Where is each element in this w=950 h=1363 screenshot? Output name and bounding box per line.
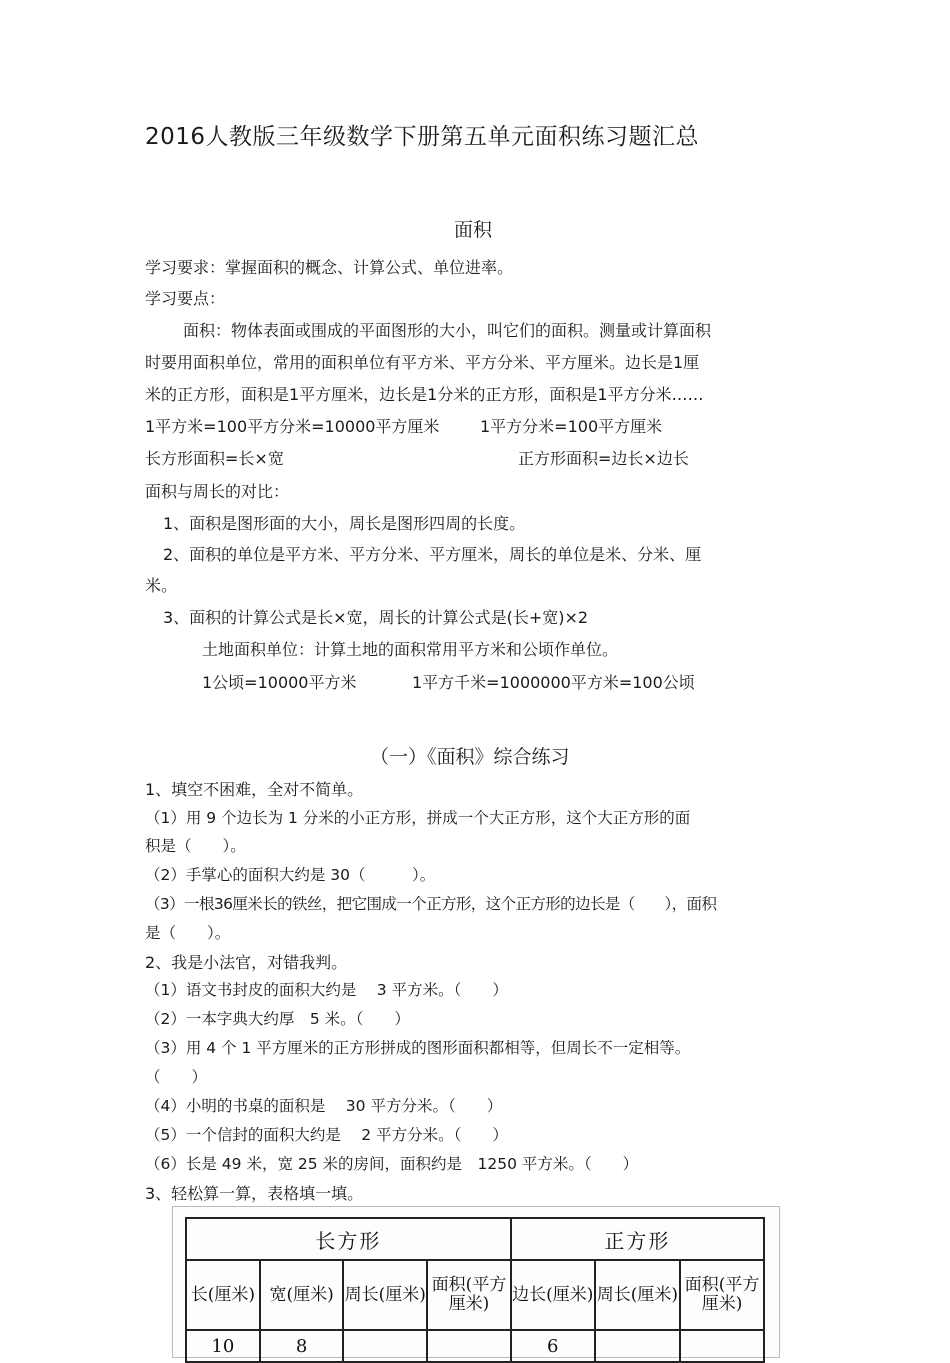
unit-conversion-a: 1平方米=100平方分米=10000平方厘米 <box>145 417 440 436</box>
compare-item-2-cont: 米。 <box>145 576 178 595</box>
rect-square-table <box>185 1217 765 1363</box>
question-2-4: （4）小明的书桌的面积是 30 平方分米。（ ） <box>145 1097 503 1115</box>
rect-area-formula: 长方形面积=长×宽 <box>145 449 284 468</box>
question-2-2: （2）一本字典大约厚 5 米。（ ） <box>145 1010 410 1028</box>
document-title: 2016人教版三年级数学下册第五单元面积练习题汇总 <box>145 124 700 150</box>
question-1-title: 1、填空不困难，全对不简单。 <box>145 780 364 799</box>
question-3-title: 3、轻松算一算，表格填一填。 <box>145 1184 364 1203</box>
exercise-heading: （一）《面积》综合练习 <box>370 746 570 768</box>
question-1-3-cont: 是（ ）。 <box>145 924 231 942</box>
learning-points-label: 学习要点： <box>145 289 226 308</box>
col-rect-perimeter: 周长(厘米) <box>343 1260 427 1330</box>
cell-rect-area[interactable] <box>427 1330 511 1362</box>
question-2-5: （5）一个信封的面积大约是 2 平方分米。（ ） <box>145 1126 508 1144</box>
square-area-formula: 正方形面积=边长×边长 <box>518 449 689 468</box>
compare-item-2: 2、面积的单位是平方米、平方分米、平方厘米，周长的单位是米、分米、厘 <box>163 545 702 564</box>
land-area-units: 土地面积单位：计算土地的面积常用平方米和公顷作单位。 <box>202 640 619 659</box>
definition-line-3: 米的正方形，面积是1平方厘米，边长是1分米的正方形，面积是1平方分米…… <box>145 385 704 404</box>
question-1-1-cont: 积是（ ）。 <box>145 837 246 855</box>
col-rect-length: 长(厘米) <box>186 1260 260 1330</box>
question-1-3: （3）一根36厘米长的铁丝，把它围成一个正方形，这个正方形的边长是（ ），面积 <box>145 895 717 913</box>
cell-rect-perimeter[interactable] <box>343 1330 427 1362</box>
cell-rect-length: 10 <box>186 1330 260 1362</box>
unit-conversion-b: 1平方分米=100平方厘米 <box>480 417 663 436</box>
section-heading-area: 面积 <box>454 219 493 241</box>
cell-square-area[interactable] <box>680 1330 764 1362</box>
land-unit-a: 1公顷=10000平方米 <box>202 673 357 692</box>
compare-item-1: 1、面积是图形面的大小，周长是图形四周的长度。 <box>163 514 526 533</box>
definition-line-1: 面积：物体表面或围成的平面图形的大小，叫它们的面积。测量或计算面积 <box>183 321 712 340</box>
col-rect-width: 宽(厘米) <box>260 1260 344 1330</box>
learning-requirement: 学习要求：掌握面积的概念、计算公式、单位进率。 <box>145 258 514 277</box>
question-1-2: （2）手掌心的面积大约是 30（ ）。 <box>145 866 436 884</box>
compare-item-3: 3、面积的计算公式是长×宽，周长的计算公式是(长+宽)×2 <box>163 608 589 627</box>
compare-label: 面积与周长的对比： <box>145 482 290 501</box>
land-unit-b: 1平方千米=1000000平方米=100公顷 <box>412 673 695 692</box>
cell-square-perimeter[interactable] <box>595 1330 681 1362</box>
question-2-3-cont: （ ） <box>145 1068 208 1086</box>
cell-square-side: 6 <box>511 1330 595 1362</box>
square-header: 正方形 <box>511 1218 764 1260</box>
question-2-6: （6）长是 49 米，宽 25 米的房间，面积约是 1250 平方米。（ ） <box>145 1155 639 1173</box>
col-square-side: 边长(厘米) <box>511 1260 595 1330</box>
exercise-table-scan <box>172 1206 780 1358</box>
col-square-perimeter: 周长(厘米) <box>595 1260 681 1330</box>
col-square-area: 面积(平方厘米) <box>680 1260 764 1330</box>
definition-line-2: 时要用面积单位，常用的面积单位有平方米、平方分米、平方厘米。边长是1厘 <box>145 353 700 372</box>
cell-rect-width: 8 <box>260 1330 344 1362</box>
question-1-1: （1）用 9 个边长为 1 分米的小正方形，拼成一个大正方形，这个大正方形的面 <box>145 809 691 827</box>
question-2-3: （3）用 4 个 1 平方厘米的正方形拼成的图形面积都相等，但周长不一定相等。 <box>145 1039 691 1057</box>
question-2-title: 2、我是小法官，对错我判。 <box>145 953 348 972</box>
rect-header: 长方形 <box>186 1218 511 1260</box>
col-rect-area: 面积(平方厘米) <box>427 1260 511 1330</box>
question-2-1: （1）语文书封皮的面积大约是 3 平方米。（ ） <box>145 981 508 999</box>
